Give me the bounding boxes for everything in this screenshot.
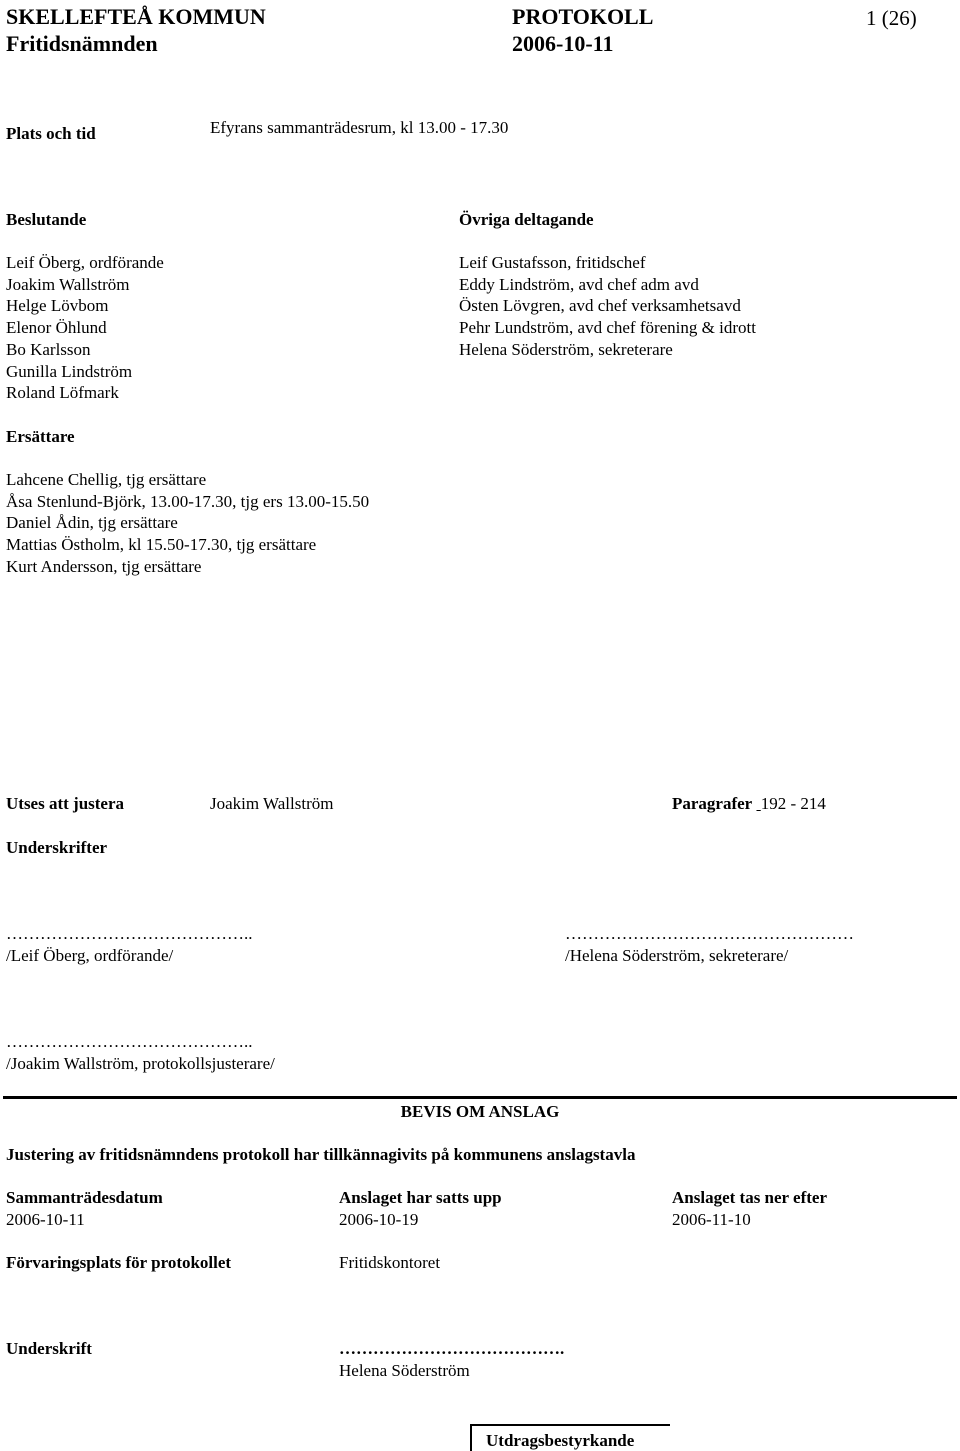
place-label: Plats och tid — [6, 124, 96, 143]
list-item: Joakim Wallström — [6, 274, 130, 294]
anslag-upp-value: 2006-10-19 — [339, 1210, 419, 1229]
list-item: Helena Söderström, sekreterare — [459, 339, 673, 359]
sammantradesdatum-label: Sammanträdesdatum — [6, 1188, 163, 1207]
utdrag-box-left — [470, 1424, 472, 1451]
list-item: Daniel Ådin, tjg ersättare — [6, 513, 178, 533]
list-item: Kurt Andersson, tjg ersättare — [6, 556, 202, 576]
sammantradesdatum-value: 2006-10-11 — [6, 1210, 85, 1229]
list-item: Helge Lövbom — [6, 296, 109, 316]
section-divider — [3, 1096, 957, 1099]
page-number: 1 (26) — [866, 6, 917, 30]
signature-name-3: /Joakim Wallström, protokollsjusterare/ — [6, 1054, 275, 1073]
justera-value: Joakim Wallström — [210, 794, 334, 813]
bevis-statement: Justering av fritidsnämndens protokoll har tillkännagivits på kommunens anslagstavla — [6, 1145, 636, 1164]
list-item: Leif Öberg, ordförande — [6, 253, 164, 272]
list-item: Eddy Lindström, avd chef adm avd — [459, 274, 699, 294]
list-item: Roland Löfmark — [6, 383, 119, 403]
list-item: Leif Gustafsson, fritidschef — [459, 253, 646, 272]
ersattare-list — [6, 469, 369, 578]
place-value: Efyrans sammanträdesrum, kl 13.00 - 17.30 — [210, 118, 509, 137]
utdragsbestyrkande-label: Utdragsbestyrkande — [486, 1431, 635, 1450]
anslag-ner-value: 2006-11-10 — [672, 1210, 751, 1229]
list-item: Pehr Lundström, avd chef förening & idrott — [459, 318, 756, 338]
signature-name-1: /Leif Öberg, ordförande/ — [6, 946, 174, 965]
paragrafer-label: Paragrafer — [672, 794, 753, 813]
justera-label: Utses att justera — [6, 794, 125, 813]
list-item: Mattias Östholm, kl 15.50-17.30, tjg ersättare — [6, 535, 317, 555]
signature-line-1: …………………………………….. — [6, 924, 253, 943]
underskrifter-heading: Underskrifter — [6, 838, 108, 857]
anslag-upp-label: Anslaget har satts upp — [339, 1188, 502, 1207]
list-item: Åsa Stenlund-Björk, 13.00-17.30, tjg ers 13.00-15.50 — [6, 491, 370, 511]
paragrafer — [672, 793, 826, 814]
ersattare-heading: Ersättare — [6, 427, 75, 446]
bevis-heading: BEVIS OM ANSLAG — [400, 1102, 560, 1121]
list-item: Gunilla Lindström — [6, 361, 133, 381]
signature-name-2: /Helena Söderström, sekreterare/ — [565, 946, 789, 965]
forvaringsplats-label: Förvaringsplats för protokollet — [6, 1253, 232, 1272]
meeting-date: 2006-10-11 — [512, 31, 614, 56]
beslutande-list — [6, 252, 164, 404]
signature-line-3: …………………………………….. — [6, 1032, 253, 1051]
underskrift-line: …………………………………. — [339, 1339, 565, 1358]
doc-type: PROTOKOLL — [512, 4, 654, 29]
ovriga-list — [459, 252, 756, 361]
list-item: Östen Lövgren, avd chef verksamhetsavd — [459, 296, 741, 316]
anslag-ner-label: Anslaget tas ner efter — [672, 1188, 828, 1207]
org-name: SKELLEFTEÅ KOMMUN — [6, 4, 266, 29]
utdrag-box-top — [470, 1424, 670, 1426]
signature-line-2: …………………………………………… — [565, 924, 854, 943]
committee-name: Fritidsnämnden — [6, 31, 158, 56]
underskrift-name: Helena Söderström — [339, 1361, 470, 1380]
list-item: Elenor Öhlund — [6, 318, 107, 338]
list-item: Lahcene Chellig, tjg ersättare — [6, 470, 207, 489]
forvaringsplats-value: Fritidskontoret — [339, 1253, 441, 1272]
list-item: Bo Karlsson — [6, 339, 91, 359]
paragrafer-value: 192 - 214 — [760, 794, 826, 813]
ovriga-heading: Övriga deltagande — [459, 210, 594, 229]
underskrift-label: Underskrift — [6, 1339, 92, 1358]
beslutande-heading: Beslutande — [6, 210, 87, 229]
